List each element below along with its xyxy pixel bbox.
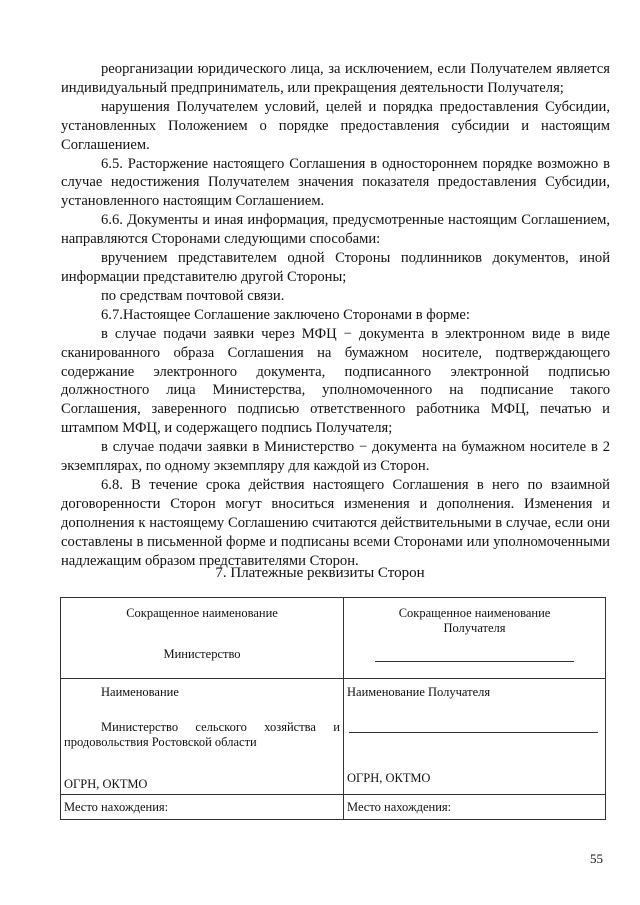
- paragraph-6-7: 6.7.Настоящее Соглашение заключено Сторонами в форме:: [101, 306, 470, 323]
- paragraph-6-6: 6.6. Документы и иная информация, предусмотренные настоящим Соглашением, направляются Сторонами следующими способами:: [61, 212, 610, 248]
- recipient-codes-label: ОГРН, ОКТМО: [347, 771, 431, 785]
- short-name-label: Сокращенное наименование: [126, 606, 278, 620]
- paragraph-ministry: в случае подачи заявки в Министерство − документа на бумажном носителе в 2 экземплярах, по одному экземпляру для каждой из Сторон.: [61, 439, 610, 475]
- recipient-name-label: Наименование Получателя: [347, 685, 491, 699]
- section-heading: 7. Платежные реквизиты Сторон: [215, 565, 425, 581]
- body-text: [61, 60, 610, 570]
- ministry-codes-label: ОГРН, ОКТМО: [64, 777, 148, 791]
- short-name-ministry-cell: [61, 598, 344, 679]
- table-row: [61, 679, 606, 795]
- paragraph-violation: нарушения Получателем условий, целей и порядка предоставления Субсидии, установленных Положением о порядке предоставления субсидии и настоящим Соглашением.: [61, 98, 610, 153]
- paragraph-6-8: 6.8. В течение срока действия настоящего Соглашения в него по взаимной договоренности Сторон могут вноситься изменения и дополнения. Изменения и дополнения к настоящему Соглашению считаются действительными в случае, если они составлены в письменной форме и подписаны всеми Сторонами или уполномоченными надлежащим образом представителями Сторон.: [61, 476, 610, 569]
- name-label: Наименование: [101, 685, 179, 699]
- recipient-short-name-line: [375, 660, 574, 662]
- table-row: [61, 598, 606, 679]
- paragraph-post: по средствам почтовой связи.: [101, 287, 285, 304]
- page-number: 55: [590, 851, 603, 866]
- ministry-full-name: Министерство сельского хозяйства и продовольствия Ростовской области: [64, 720, 340, 749]
- table-row: [61, 795, 606, 820]
- paragraph-reorganization: реорганизации юридического лица, за исключением, если Получателем является индивидуальный предприниматель, или прекращения деятельности Получателя;: [61, 61, 610, 96]
- paragraph-mfc: в случае подачи заявки через МФЦ − документа в электронном виде в виде сканированного образа Соглашения на бумажном носителе, подтверждающего содержание электронного документа, подписанного электронной подписью должностного лица Министерства, уполномоченного на подписание такого Соглашения, заверенного подписью ответственного работника МФЦ, печатью и штампом МФЦ, и содержащего подпись Получателя;: [61, 325, 610, 437]
- name-recipient-cell: [344, 679, 606, 795]
- ministry-location-cell: Место нахождения:: [61, 795, 344, 820]
- recipient-name-line: [349, 720, 598, 733]
- recipient-short-name-label: Сокращенное наименование Получателя: [398, 606, 551, 635]
- recipient-location-cell: Место нахождения:: [344, 795, 606, 820]
- paragraph-6-5: 6.5. Расторжение настоящего Соглашения в одностороннем порядке возможно в случае недостижения Получателем значения показателя предоставления Субсидии, установленного настоящим Соглашением.: [61, 155, 610, 210]
- paragraph-delivery: вручением представителем одной Стороны подлинников документов, иной информации представителю другой Стороны;: [61, 250, 610, 285]
- name-ministry-cell: [61, 679, 344, 795]
- payment-details-table: [60, 597, 606, 820]
- short-name-recipient-cell: [344, 598, 606, 679]
- ministry-short-name: Министерство: [163, 647, 241, 661]
